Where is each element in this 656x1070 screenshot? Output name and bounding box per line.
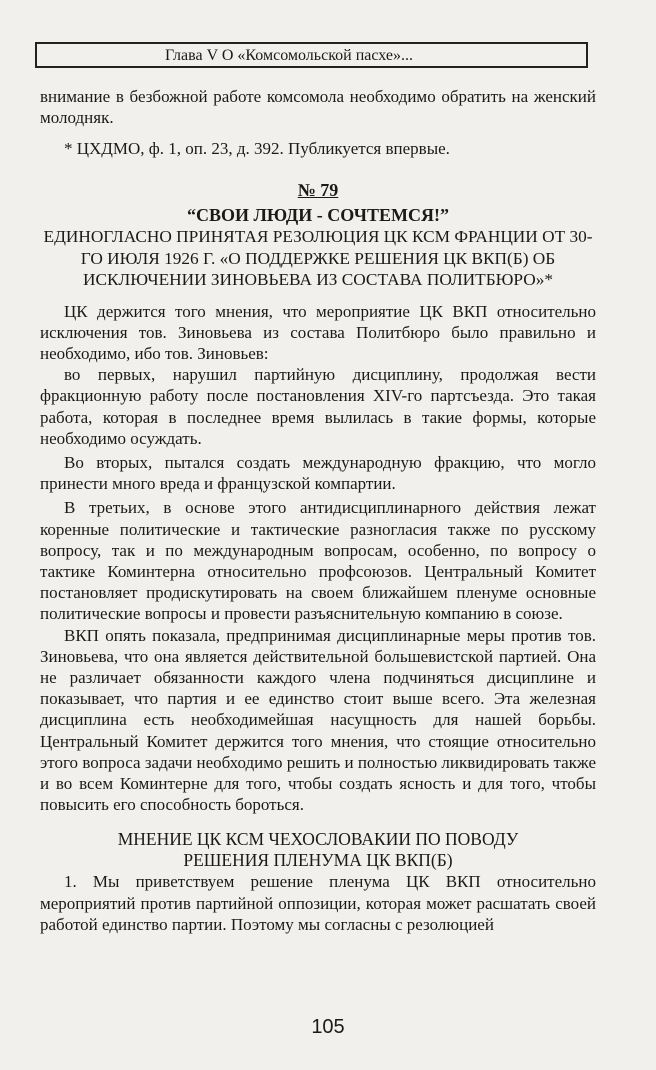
paragraph-5: ВКП опять показала, предпринимая дисциплинарные меры против тов. Зиновьева, что она является действительной большевистской партией. Она не различает обязанности каждого члена подчиняться дисциплине и показывает, что партия и ее единство стоит выше всего. Эта железная дисциплина есть необходимейшая насущность для нашей борьбы. Центральный Комитет держится того мнения, что стоящие относительно этого вопроса задачи необходимо решить и полностью ликвидировать также и во всем Коминтерне для того, чтобы создать ясность и для того, чтобы повысить его способность бороться. <box>40 625 596 815</box>
running-header-title: Глава V О «Комсомольской пасхе»... <box>165 47 413 64</box>
document-heading: ЕДИНОГЛАСНО ПРИНЯТАЯ РЕЗОЛЮЦИЯ ЦК КСМ ФРАНЦИИ ОТ 30-ГО ИЮЛЯ 1926 Г. «О ПОДДЕРЖКЕ РЕШЕНИЯ ЦК ВКП(Б) ОБ ИСКЛЮЧЕНИИ ЗИНОВЬЕВА ИЗ СОСТАВА ПОЛИТБЮРО»* <box>43 227 593 290</box>
paragraph-3: Во вторых, пытался создать международную фракцию, что могло принести много вреда и французской компартии. <box>40 452 596 494</box>
section-heading <box>40 829 596 871</box>
page-content <box>40 86 596 935</box>
section-heading-line-1: МНЕНИЕ ЦК КСМ ЧЕХОСЛОВАКИИ ПО ПОВОДУ <box>117 829 519 850</box>
section-heading-line-2: РЕШЕНИЯ ПЛЕНУМА ЦК ВКП(Б) <box>183 850 453 871</box>
paragraph-2: во первых, нарушил партийную дисциплину, продолжая вести фракционную работу после постановления XIV-го партсъезда. Это такая работа, которая в последнее время вылилась в такие формы, которые необходимо осуждать. <box>40 365 596 448</box>
paragraph-4: В третьих, в основе этого антидисциплинарного действия лежат коренные политические и тактические разногласия также по русскому вопросу, так и по международным вопросам, особенно, по вопросу о тактике Коминтерна относительно профсоюзов. Центральный Комитет постановляет продискутировать на своем ближайшем пленуме основные политические вопросы и провести разъяснительную компанию в союзе. <box>40 498 596 624</box>
page-number: 105 <box>311 1016 345 1038</box>
document-number: № 79 <box>297 179 339 200</box>
paragraph-1: ЦК держится того мнения, что мероприятие ЦК ВКП относительно исключения тов. Зиновьева из состава Политбюро было правильно и необходимо, ибо тов. Зиновьев: <box>40 301 596 363</box>
archive-footnote: * ЦХДМО, ф. 1, оп. 23, д. 392. Публикуется впервые. <box>64 139 450 159</box>
running-header <box>35 42 588 68</box>
paragraph-6: 1. Мы приветствуем решение пленума ЦК ВКП относительно мероприятий против партийной оппозиции, которая может расшатать своей работой единство партии. Поэтому мы согласны с резолюцией <box>40 872 596 934</box>
intro-paragraph: внимание в безбожной работе комсомола необходимо обратить на женский молодняк. <box>40 87 596 128</box>
document-title: “СВОИ ЛЮДИ - СОЧТЕМСЯ!” <box>187 204 449 225</box>
